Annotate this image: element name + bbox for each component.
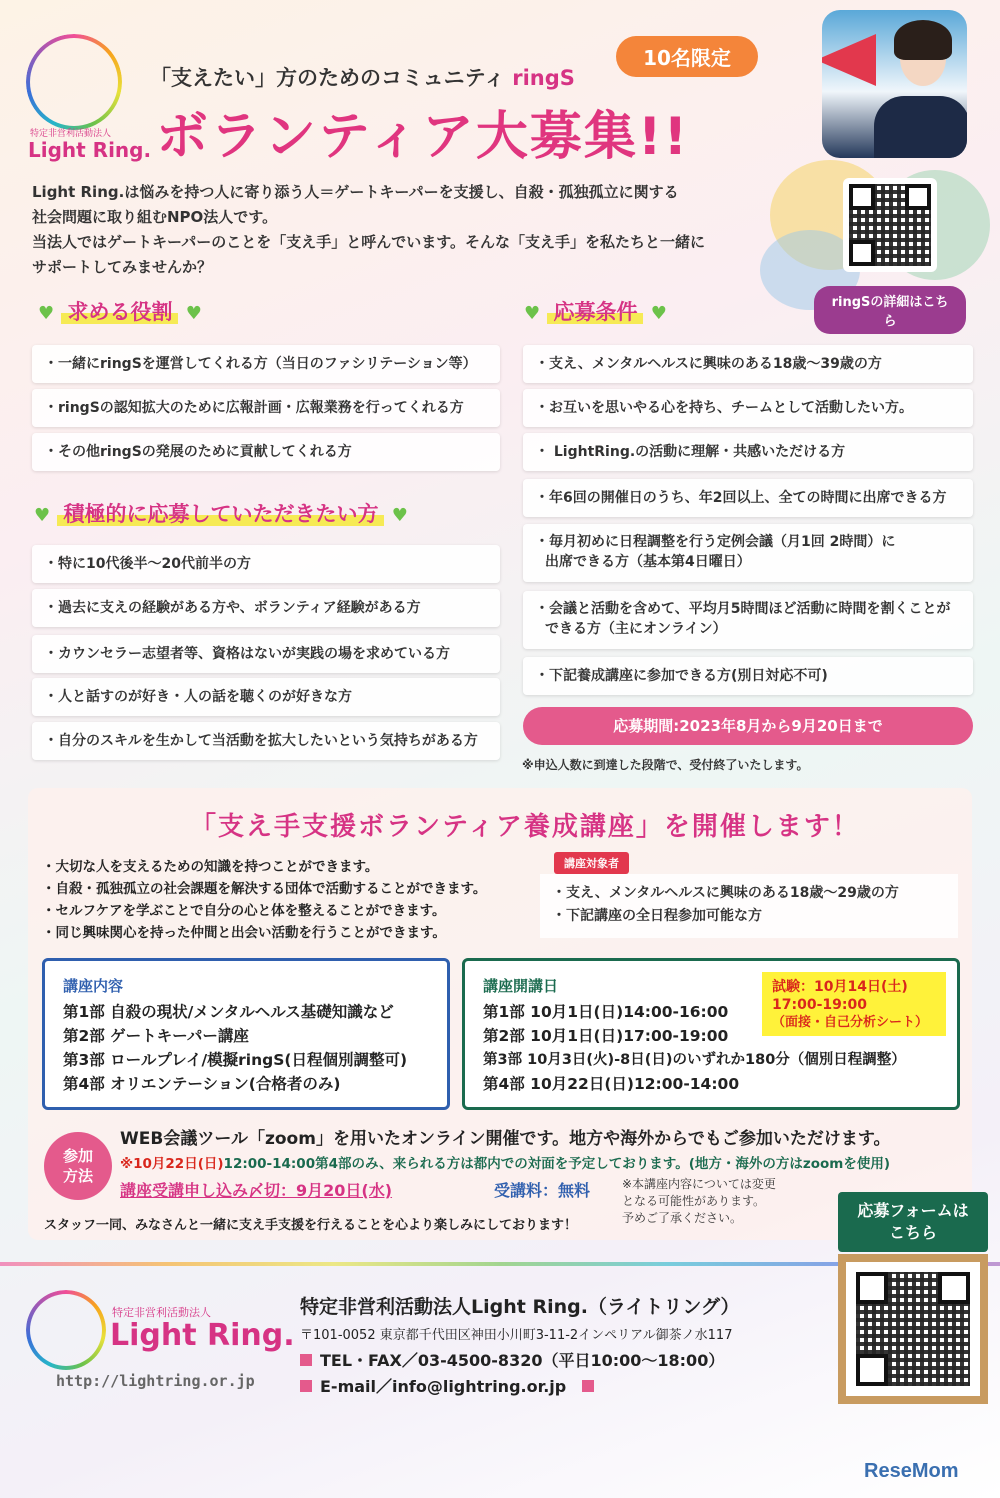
method-badge-line: 参加: [62, 1147, 93, 1165]
bullet-square-icon: [582, 1380, 594, 1392]
condition-item-multiline: [523, 591, 973, 649]
condition-line: ・会議と活動を含めて、平均月5時間ほど活動に時間を割くことが: [535, 601, 951, 617]
form-head-line: 応募フォームは: [857, 1201, 969, 1220]
condition-item: ・支え、メンタルヘルスに興味のある18歳〜39歳の方: [523, 345, 973, 383]
benefit-item: ・自殺・孤独孤立の社会課題を解決する団体で活動することができます。: [42, 881, 487, 897]
condition-item: ・お互いを思いやる心を持ち、チームとして活動したい方。: [523, 389, 973, 427]
conditions-heading-text: 応募条件: [547, 300, 643, 324]
target-item: ・支え、メンタルヘルスに興味のある18歳〜29歳の方: [552, 885, 899, 901]
condition-line: 出席できる方（基本第4日曜日）: [545, 554, 751, 570]
heart-icon: ♥: [185, 303, 202, 324]
logo-ring-icon: [26, 34, 122, 130]
method-in-person-note: [120, 1152, 890, 1172]
hair-shape: [894, 20, 952, 60]
exam-line: （面接・自己分析シート）: [772, 1015, 929, 1030]
target-box: [540, 874, 958, 938]
condition-item: ・下記養成講座に参加できる方(別日対応不可): [523, 657, 973, 695]
wanted-item: ・カウンセラー志望者等、資格はないが実践の場を求めている方: [32, 635, 500, 673]
exam-line: 試験：10月14日(土): [772, 979, 908, 995]
change-note-line: ※本講座内容については変更: [622, 1177, 776, 1191]
tel-text: TEL・FAX／03-4500-8320（平日10:00〜18:00）: [320, 1351, 725, 1370]
qr-corner-tr: [905, 184, 931, 210]
course-content-row: 第2部 ゲートキーパー講座: [63, 1027, 249, 1045]
qr-corner-tr: [938, 1272, 970, 1304]
condition-item-multiline: [523, 524, 973, 582]
wanted-heading: [34, 498, 408, 528]
email-row: [300, 1374, 724, 1400]
footer-logo-name: Light Ring.: [110, 1318, 295, 1353]
bullet-square-icon: [300, 1380, 312, 1392]
course-content-row: 第1部 自殺の現状/メンタルヘルス基礎知識など: [63, 1003, 394, 1021]
wanted-item: ・人と話すのが好き・人の話を聴くのが好きな方: [32, 678, 500, 716]
org-address: 〒101-0052 東京都千代田区神田小川町3-11-2インペリアル御茶ノ水117: [300, 1328, 733, 1343]
application-form-heading: [838, 1192, 988, 1252]
change-note: [622, 1176, 776, 1227]
logo-org-type: 特定非営利活動法人: [30, 129, 112, 139]
application-form-qr-code[interactable]: [838, 1254, 988, 1404]
footer-logo-org-type: 特定非営利活動法人: [112, 1306, 211, 1319]
bullet-square-icon: [300, 1354, 312, 1366]
conditions-heading: [524, 296, 667, 326]
watermark-logo: ReseMom: [864, 1460, 959, 1482]
condition-line: ・毎月初めに日程調整を行う定例会議（月1回 2時間）に: [535, 534, 896, 550]
heart-icon: ♥: [650, 303, 667, 324]
method-badge: [44, 1132, 112, 1200]
uniform-shape: [874, 96, 967, 158]
exam-line: 17:00-19:00: [772, 997, 867, 1013]
role-item: ・ringSの認知拡大のために広報計画・広報業務を行ってくれる方: [32, 389, 500, 427]
benefit-item: ・同じ興味関心を持った仲間と出会い活動を行うことができます。: [42, 925, 446, 941]
qr-corner-bl: [849, 240, 875, 266]
course-fee: 受講料：無料: [494, 1181, 591, 1200]
org-name: 特定非営利活動法人Light Ring.（ライトリング）: [300, 1296, 740, 1318]
target-item: ・下記講座の全日程参加可能な方: [552, 908, 762, 924]
intro-line-4: サポートしてみませんか？: [32, 258, 213, 276]
form-head-line: こちら: [888, 1223, 937, 1242]
course-date-row: 第3部 10月3日(火)-8日(日)のいずれか180分（個別日程調整）: [483, 1052, 906, 1068]
condition-item: ・年6回の開催日のうち、年2回以上、全ての時間に出席できる方: [523, 479, 973, 517]
footer-logo-ring-icon: [26, 1290, 106, 1370]
logo-name: Light Ring.: [28, 138, 152, 162]
change-note-line: となる可能性があります。: [622, 1194, 766, 1208]
method-date-red: ※10月22日(日): [120, 1156, 224, 1172]
qr-corner-tl: [856, 1272, 888, 1304]
subtitle-brand: ringS: [512, 66, 575, 90]
limited-badge: 10名限定: [616, 36, 758, 77]
roles-heading-text: 求める役割: [61, 300, 178, 324]
course-title: 「支え手支援ボランティア養成講座」を開催します！: [190, 812, 860, 842]
course-date-row: 第2部 10月1日(日)17:00-19:00: [483, 1027, 729, 1045]
benefit-item: ・大切な人を支えるための知識を持つことができます。: [42, 859, 379, 875]
wanted-heading-text: 積極的に応募していただきたい方: [57, 502, 384, 526]
benefit-item: ・セルフケアを学ぶことで自分の心と体を整えることができます。: [42, 903, 446, 919]
course-content-box: [42, 958, 450, 1110]
application-note: ※申込人数に到達した段階で、受付終了いたします。: [522, 758, 809, 772]
heart-icon: ♥: [391, 505, 408, 526]
condition-item: ・ LightRing.の活動に理解・共感いただける方: [523, 433, 973, 471]
megaphone-icon: [822, 34, 876, 86]
course-dates-heading: 講座開講日: [483, 977, 559, 995]
heart-icon: ♥: [524, 303, 541, 324]
intro-line-3: 当法人ではゲートキーパーのことを「支え手」と呼んでいます。そんな「支え手」を私たちと一緒に: [32, 233, 706, 251]
website-link[interactable]: http://lightring.or.jp: [56, 1372, 255, 1390]
method-note-rest: 12:00-14:00第4部のみ、来られる方は都内での対面を予定しております。(地方・海外の方はzoomを使用): [223, 1156, 891, 1172]
email-link[interactable]: E-mail／info@lightring.or.jp: [320, 1377, 567, 1396]
heart-icon: ♥: [34, 505, 51, 526]
method-badge-line: 方法: [62, 1167, 93, 1185]
target-tag: 講座対象者: [554, 852, 629, 874]
heart-icon: ♥: [38, 303, 55, 324]
subtitle: [150, 62, 575, 92]
intro-text: [32, 180, 772, 280]
wanted-item: ・自分のスキルを生かして当活動を拡大したいという気持ちがある方: [32, 722, 500, 760]
course-deadline: 講座受講申し込み〆切：9月20日(水): [120, 1181, 393, 1200]
role-item: ・一緒にringSを運営してくれる方（当日のファシリテーション等）: [32, 345, 500, 383]
method-description: WEB会議ツール「zoom」を用いたオンライン開催です。地方や海外からでもご参加いただけます。: [120, 1129, 891, 1149]
course-content-heading: 講座内容: [63, 977, 124, 995]
page-title: ボランティア大募集!!: [156, 107, 690, 167]
role-item: ・その他ringSの発展のために貢献してくれる方: [32, 433, 500, 471]
tel-row: [300, 1348, 724, 1374]
course-content-row: 第4部 オリエンテーション(合格者のみ): [63, 1075, 341, 1093]
subtitle-text: 「支えたい」方のためのコミュニティ: [150, 66, 513, 90]
course-date-row: 第1部 10月1日(日)14:00-16:00: [483, 1003, 729, 1021]
exam-callout: [762, 972, 946, 1036]
course-date-row: 第4部 10月22日(日)12:00-14:00: [483, 1075, 740, 1093]
change-note-line: 予めご了承ください。: [622, 1211, 743, 1225]
qr-corner-bl: [856, 1354, 888, 1386]
wanted-item: ・特に10代後半〜20代前半の方: [32, 545, 500, 583]
closing-message: スタッフ一同、みなさんと一緒に支え手支援を行えることを心より楽しみにしております！: [44, 1218, 578, 1233]
wanted-item: ・過去に支えの経験がある方や、ボランティア経験がある方: [32, 589, 500, 627]
intro-line-2: 社会問題に取り組むNPO法人です。: [32, 208, 278, 226]
ringS-details-link[interactable]: ringSの詳細はこちら: [814, 286, 966, 334]
student-megaphone-photo: [822, 10, 967, 158]
intro-line-1: Light Ring.は悩みを持つ人に寄り添う人＝ゲートキーパーを支援し、自殺・孤独孤立に関する: [32, 183, 679, 201]
condition-line: できる方（主にオンライン）: [545, 621, 727, 637]
org-contact: [300, 1348, 724, 1400]
application-period: 応募期間:2023年8月から9月20日まで: [523, 707, 973, 745]
qr-corner-tl: [849, 184, 875, 210]
course-content-row: 第3部 ロールプレイ/模擬ringS(日程個別調整可): [63, 1051, 408, 1069]
roles-heading: [38, 296, 202, 326]
ringS-qr-code[interactable]: [843, 178, 937, 272]
course-benefits: [42, 856, 532, 944]
